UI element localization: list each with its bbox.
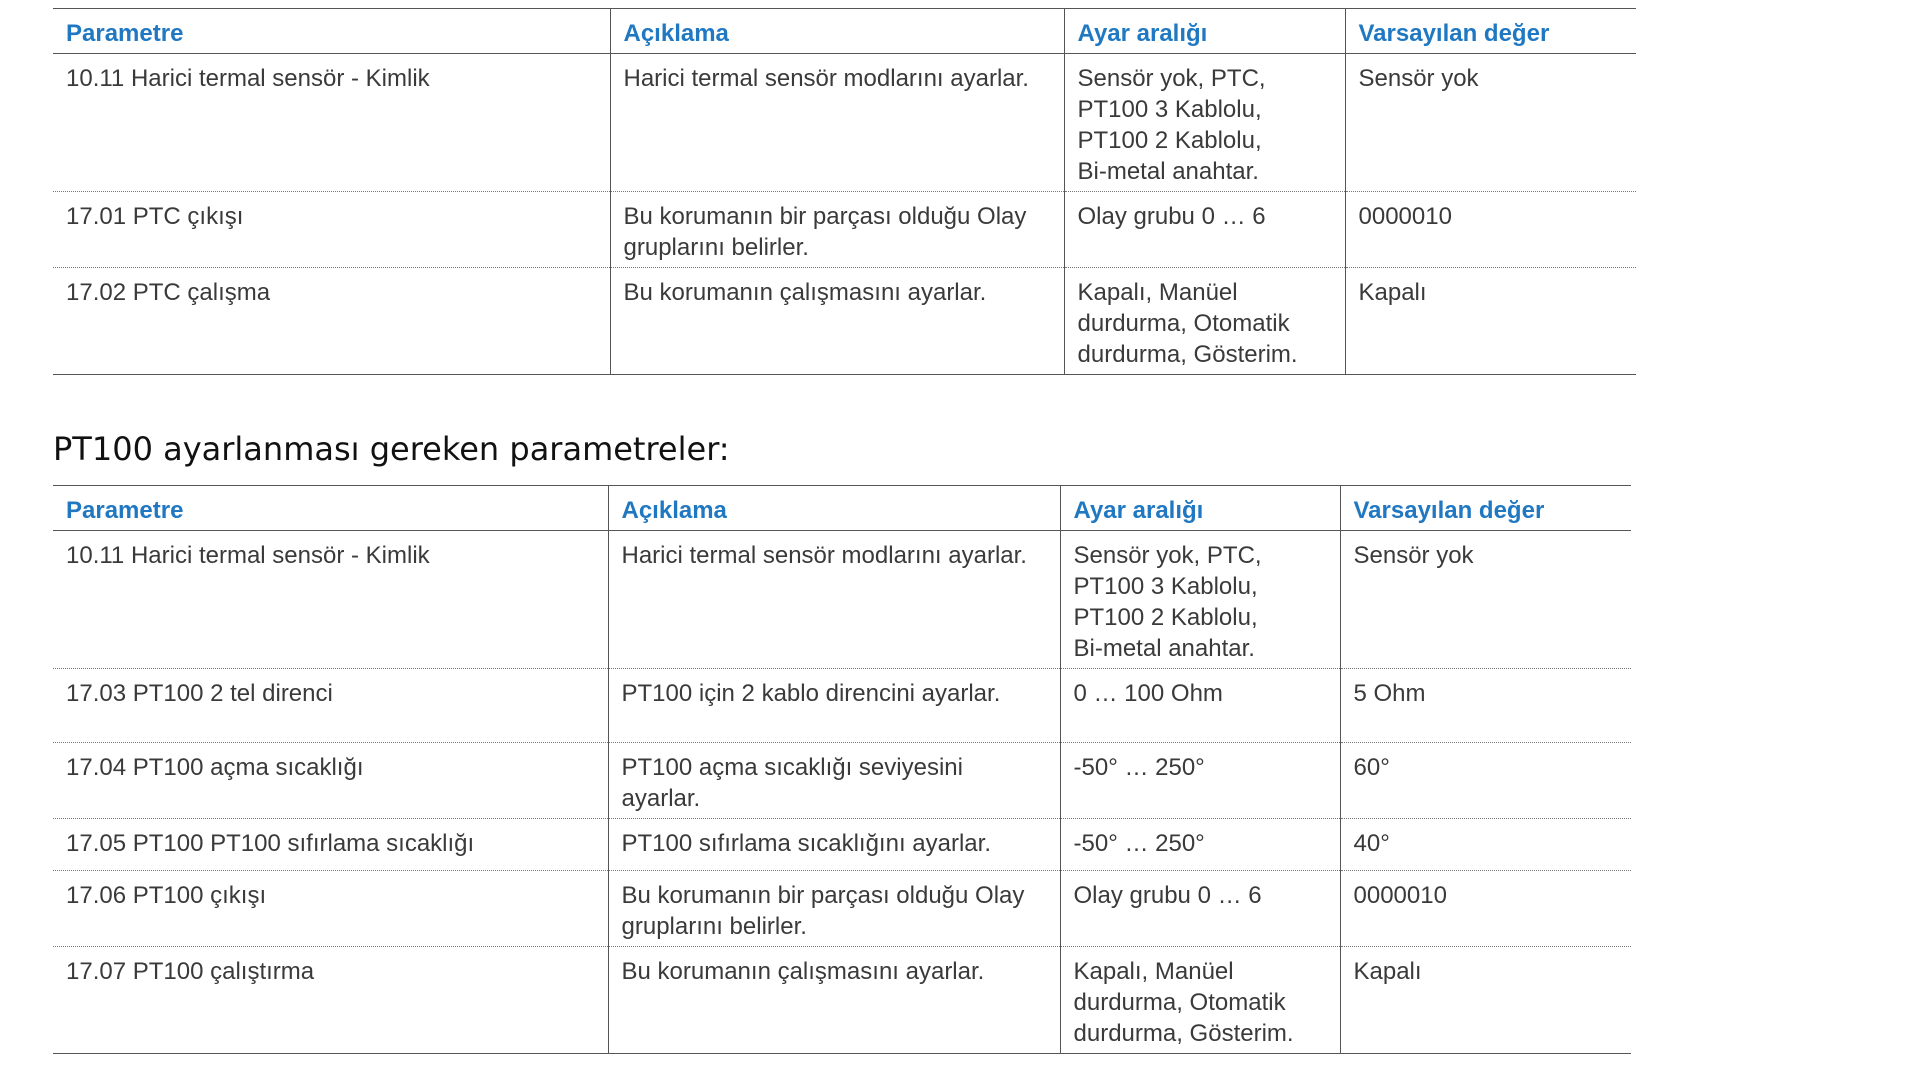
- cell-range: Kapalı, Manüel durdurma, Otomatik durdurma, Gösterim.: [1064, 268, 1345, 375]
- pt100-parameters-table: [53, 485, 1631, 1054]
- header-default: Varsayılan değer: [1340, 486, 1631, 531]
- table-row: [53, 819, 1631, 871]
- cell-description: Bu korumanın çalışmasını ayarlar.: [608, 947, 1060, 1054]
- cell-parameter: 10.11 Harici termal sensör - Kimlik: [66, 542, 430, 569]
- table-row: [53, 268, 1636, 375]
- header-description: Açıklama: [608, 486, 1060, 531]
- cell-range: -50° … 250°: [1060, 743, 1340, 819]
- table-row: [53, 947, 1631, 1054]
- cell-default: 60°: [1340, 743, 1631, 819]
- cell-range: Sensör yok, PTC, PT100 3 Kablolu, PT100 2 Kablolu, Bi-metal anahtar.: [1064, 54, 1345, 192]
- cell-parameter: 17.05 PT100 PT100 sıfırlama sıcaklığı: [53, 819, 608, 871]
- header-range: Ayar aralığı: [1064, 9, 1345, 54]
- header-parameter: Parametre: [53, 9, 610, 54]
- cell-parameter: 17.07 PT100 çalıştırma: [53, 947, 608, 1054]
- section-title: PT100 ayarlanması gereken parametreler:: [53, 430, 730, 468]
- cell-range: Kapalı, Manüel durdurma, Otomatik durdurma, Gösterim.: [1060, 947, 1340, 1054]
- cell-default: Sensör yok: [1340, 531, 1631, 669]
- cell-range: 0 … 100 Ohm: [1060, 669, 1340, 743]
- header-parameter: Parametre: [53, 486, 608, 531]
- header-default: Varsayılan değer: [1345, 9, 1636, 54]
- table-row: [53, 531, 1631, 669]
- cell-description: Bu korumanın bir parçası olduğu Olay gruplarını belirler.: [608, 871, 1060, 947]
- cell-parameter: 17.06 PT100 çıkışı: [53, 871, 608, 947]
- cell-default: Kapalı: [1340, 947, 1631, 1054]
- cell-parameter: 17.03 PT100 2 tel direnci: [53, 669, 608, 743]
- cell-description: PT100 açma sıcaklığı seviyesini ayarlar.: [608, 743, 1060, 819]
- cell-description: PT100 sıfırlama sıcaklığını ayarlar.: [608, 819, 1060, 871]
- cell-parameter: 17.02 PTC çalışma: [53, 268, 610, 375]
- table-row: [53, 871, 1631, 947]
- header-description: Açıklama: [610, 9, 1064, 54]
- cell-description: Bu korumanın bir parçası olduğu Olay gruplarını belirler.: [610, 192, 1064, 268]
- table-row: [53, 192, 1636, 268]
- cell-default: 0000010: [1340, 871, 1631, 947]
- cell-range: Olay grubu 0 … 6: [1060, 871, 1340, 947]
- cell-default: Kapalı: [1345, 268, 1636, 375]
- cell-parameter: 17.04 PT100 açma sıcaklığı: [53, 743, 608, 819]
- cell-default: Sensör yok: [1345, 54, 1636, 192]
- table-header-row: [53, 486, 1631, 531]
- table-header-row: [53, 9, 1636, 54]
- cell-description: Harici termal sensör modlarını ayarlar.: [610, 54, 1064, 192]
- cell-default: 0000010: [1345, 192, 1636, 268]
- ptc-parameters-table: [53, 8, 1636, 375]
- cell-range: -50° … 250°: [1060, 819, 1340, 871]
- cell-description: Bu korumanın çalışmasını ayarlar.: [610, 268, 1064, 375]
- cell-range: Sensör yok, PTC, PT100 3 Kablolu, PT100 2 Kablolu, Bi-metal anahtar.: [1060, 531, 1340, 669]
- cell-description: Harici termal sensör modlarını ayarlar.: [608, 531, 1060, 669]
- cell-parameter: 10.11 Harici termal sensör - Kimlik: [66, 65, 430, 92]
- cell-parameter: 17.01 PTC çıkışı: [53, 192, 610, 268]
- header-range: Ayar aralığı: [1060, 486, 1340, 531]
- table-row: [53, 743, 1631, 819]
- cell-range: Olay grubu 0 … 6: [1064, 192, 1345, 268]
- table-row: [53, 669, 1631, 743]
- cell-default: 5 Ohm: [1340, 669, 1631, 743]
- cell-default: 40°: [1340, 819, 1631, 871]
- table-row: [53, 54, 1636, 192]
- cell-description: PT100 için 2 kablo direncini ayarlar.: [608, 669, 1060, 743]
